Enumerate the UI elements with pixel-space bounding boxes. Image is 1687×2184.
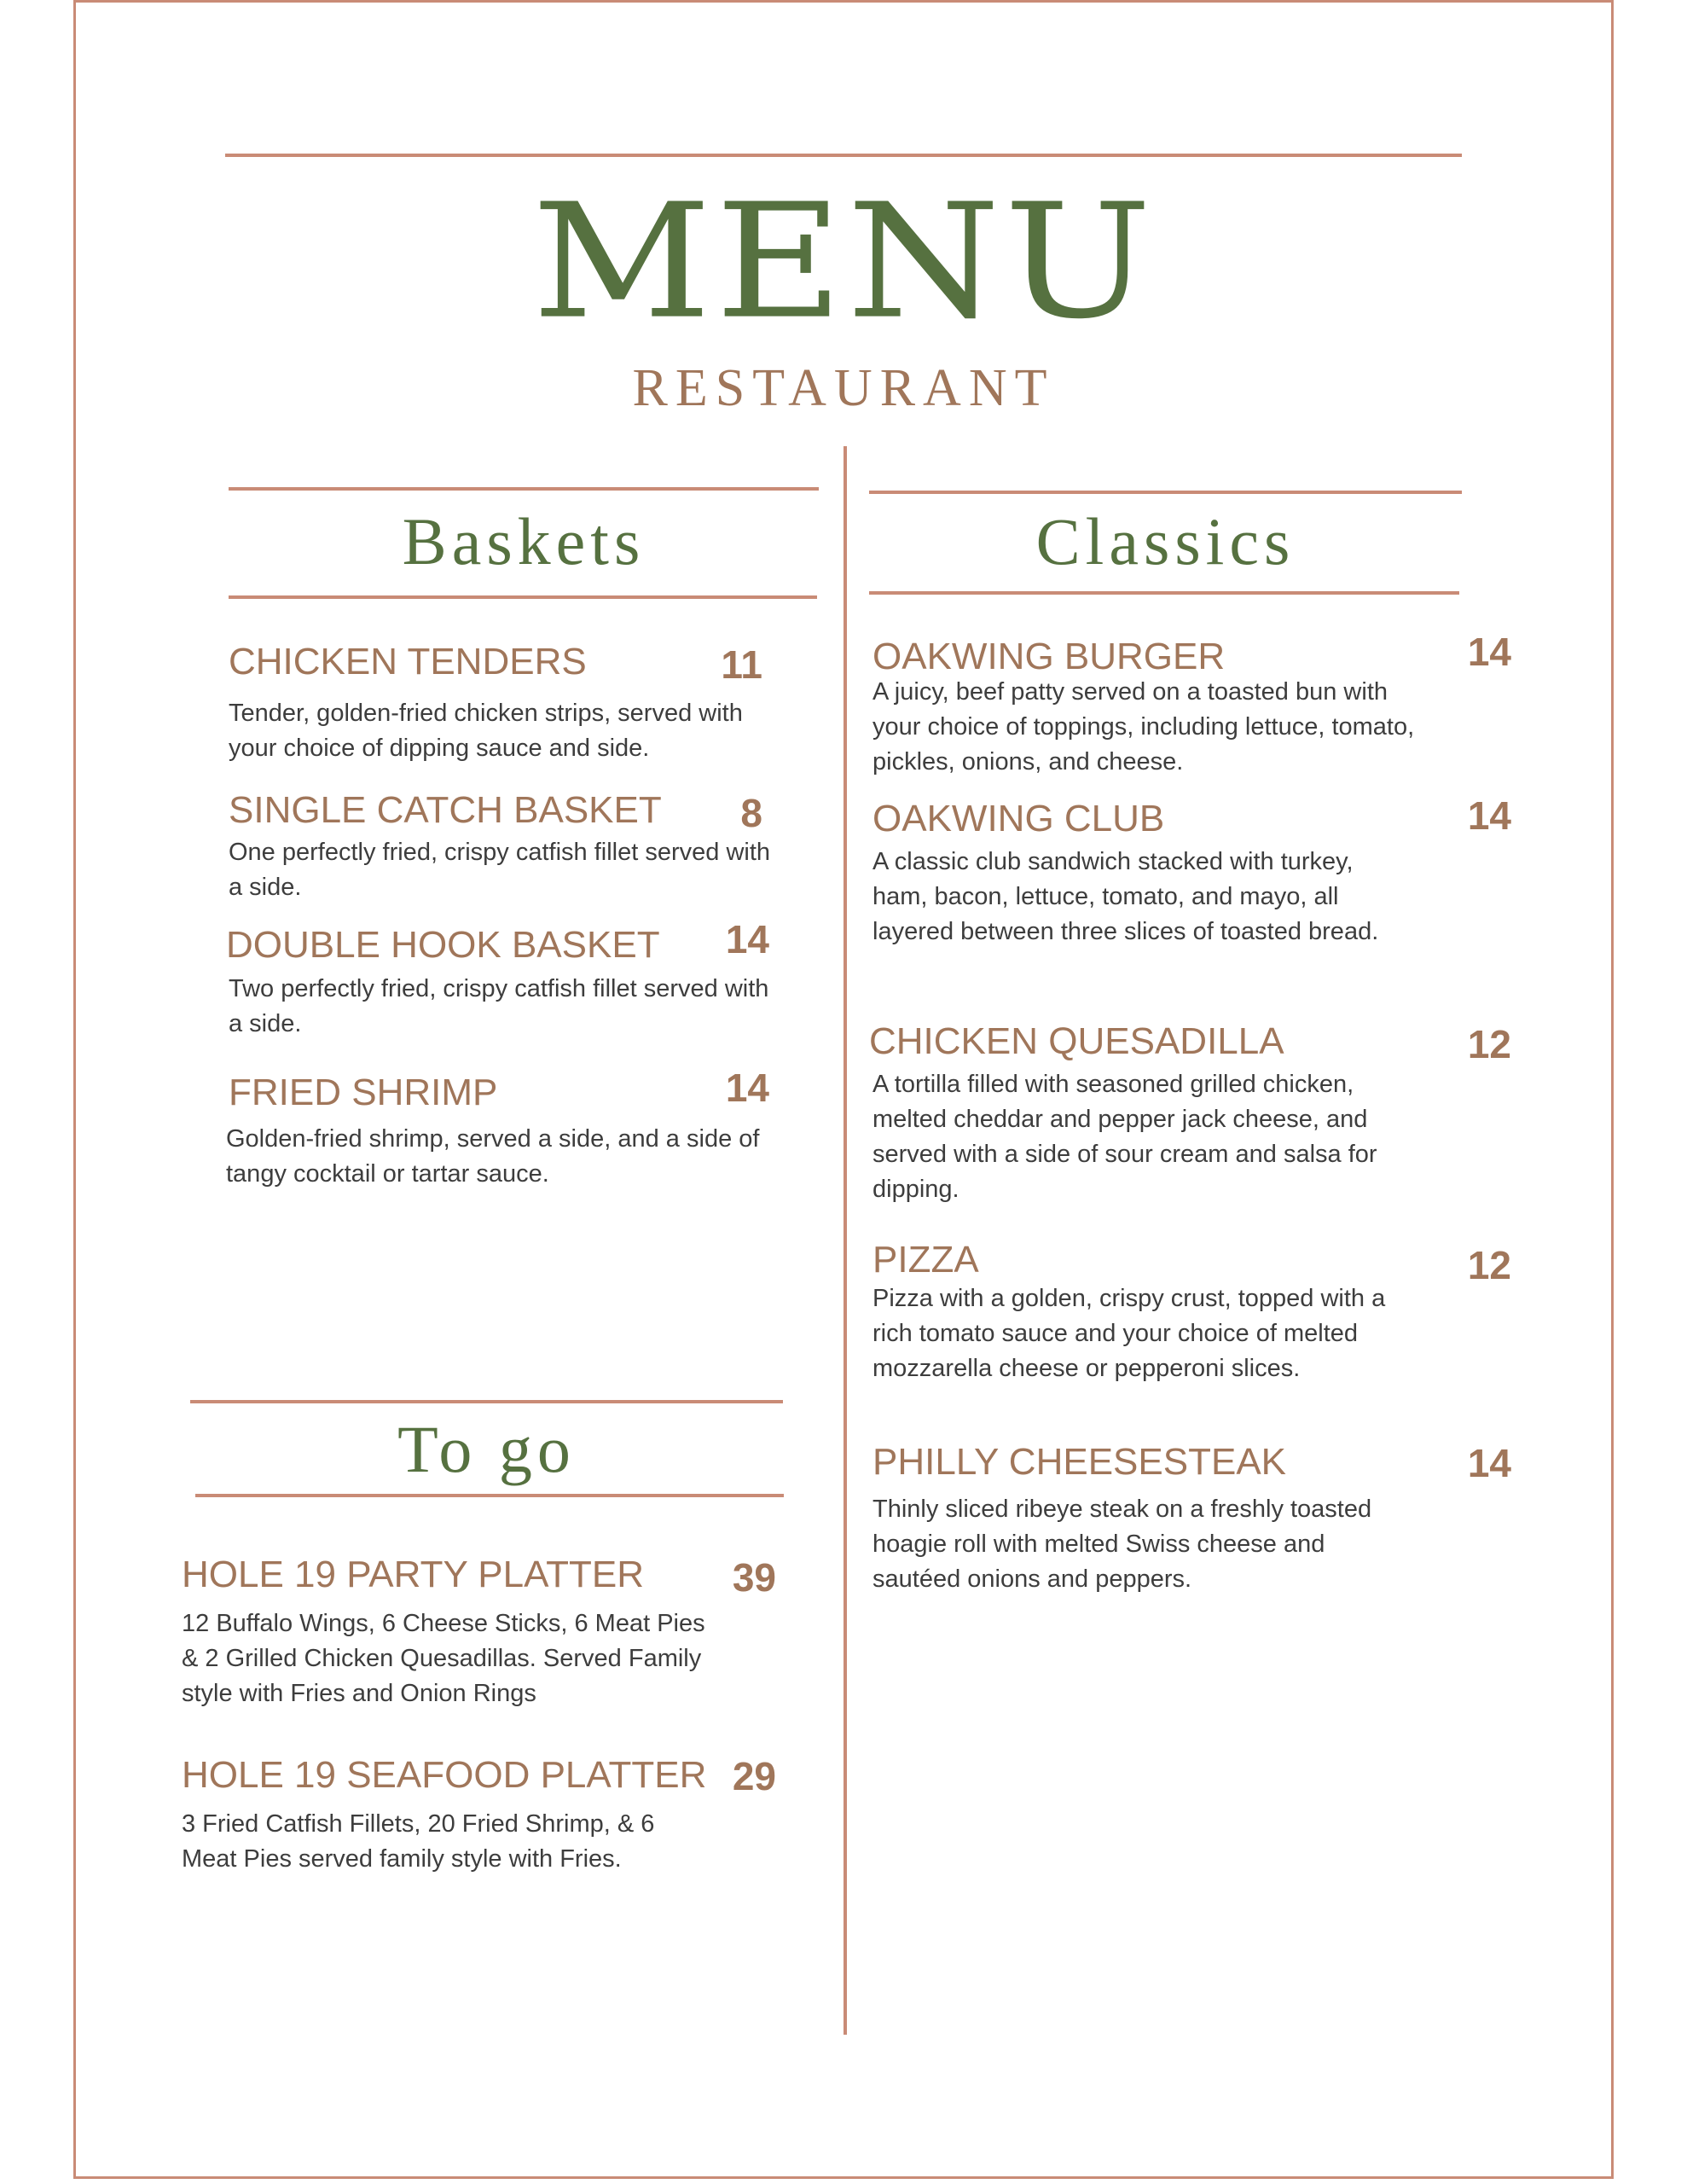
item-description: Tender, golden-fried chicken strips, served with your choice of dipping sauce and side. — [229, 700, 743, 762]
item-name: CHICKEN TENDERS — [229, 641, 587, 682]
item-name: OAKWING CLUB — [872, 798, 1165, 839]
item-description: A tortilla filled with seasoned grilled chicken, melted cheddar and pepper jack cheese, and served with a side of sour cream and salsa for dipping. — [872, 1071, 1377, 1203]
restaurant-subtitle: RESTAURANT — [632, 359, 1055, 417]
item-price: 12 — [1467, 1243, 1511, 1287]
item-price: 11 — [721, 642, 762, 687]
togo-heading: To go — [397, 1412, 576, 1486]
classics-top-rule — [869, 491, 1462, 494]
item-price: 39 — [732, 1555, 776, 1600]
item-name: DOUBLE HOOK BASKET — [226, 924, 660, 966]
item-description: Two perfectly fried, crispy catfish fillet served with a side. — [229, 975, 769, 1037]
item-name: OAKWING BURGER — [872, 636, 1226, 677]
center-divider — [844, 446, 847, 2035]
togo-top-rule — [190, 1400, 783, 1403]
item-description: Pizza with a golden, crispy crust, topped with a rich tomato sauce and your choice of melted mozzarella cheese or pepperoni slices. — [872, 1285, 1386, 1382]
item-price: 14 — [1467, 1441, 1511, 1485]
header-top-rule — [225, 154, 1462, 157]
item-description: 12 Buffalo Wings, 6 Cheese Sticks, 6 Meat Pies & 2 Grilled Chicken Quesadillas. Served Family style with Fries and Onion Rings — [182, 1610, 705, 1707]
baskets-top-rule — [229, 487, 819, 491]
item-name: CHICKEN QUESADILLA — [869, 1020, 1284, 1062]
togo-bottom-rule — [195, 1494, 784, 1497]
item-description: A classic club sandwich stacked with turkey, ham, bacon, lettuce, tomato, and mayo, all layered between three slices of toasted bread. — [872, 848, 1379, 945]
item-price: 14 — [725, 1066, 769, 1110]
item-description: 3 Fried Catfish Fillets, 20 Fried Shrimp, & 6 Meat Pies served family style with Fries. — [182, 1810, 655, 1873]
item-name: PHILLY CHEESESTEAK — [872, 1441, 1287, 1483]
item-description: Thinly sliced ribeye steak on a freshly toasted hoagie roll with melted Swiss cheese and sautéed onions and peppers. — [872, 1496, 1372, 1593]
item-name: HOLE 19 SEAFOOD PLATTER — [182, 1754, 707, 1796]
item-description: One perfectly fried, crispy catfish fillet served with a side. — [229, 839, 771, 901]
item-description: A juicy, beef patty served on a toasted bun with your choice of toppings, including lettuce, tomato, pickles, onions, and cheese. — [872, 678, 1415, 775]
item-description: Golden-fried shrimp, served a side, and a side of tangy cocktail or tartar sauce. — [226, 1125, 760, 1188]
item-price: 29 — [732, 1754, 776, 1798]
item-price: 14 — [1467, 630, 1511, 674]
classics-bottom-rule — [869, 591, 1459, 595]
item-name: HOLE 19 PARTY PLATTER — [182, 1554, 645, 1595]
baskets-heading: Baskets — [402, 504, 646, 578]
item-name: SINGLE CATCH BASKET — [229, 789, 662, 831]
item-price: 14 — [1467, 793, 1511, 838]
item-price: 8 — [740, 791, 762, 835]
item-price: 12 — [1467, 1022, 1511, 1066]
item-name: PIZZA — [872, 1239, 979, 1281]
baskets-bottom-rule — [229, 595, 817, 599]
item-price: 14 — [725, 917, 769, 961]
item-name: FRIED SHRIMP — [229, 1072, 498, 1113]
classics-heading: Classics — [1035, 504, 1296, 578]
menu-title: MENU — [531, 169, 1156, 354]
